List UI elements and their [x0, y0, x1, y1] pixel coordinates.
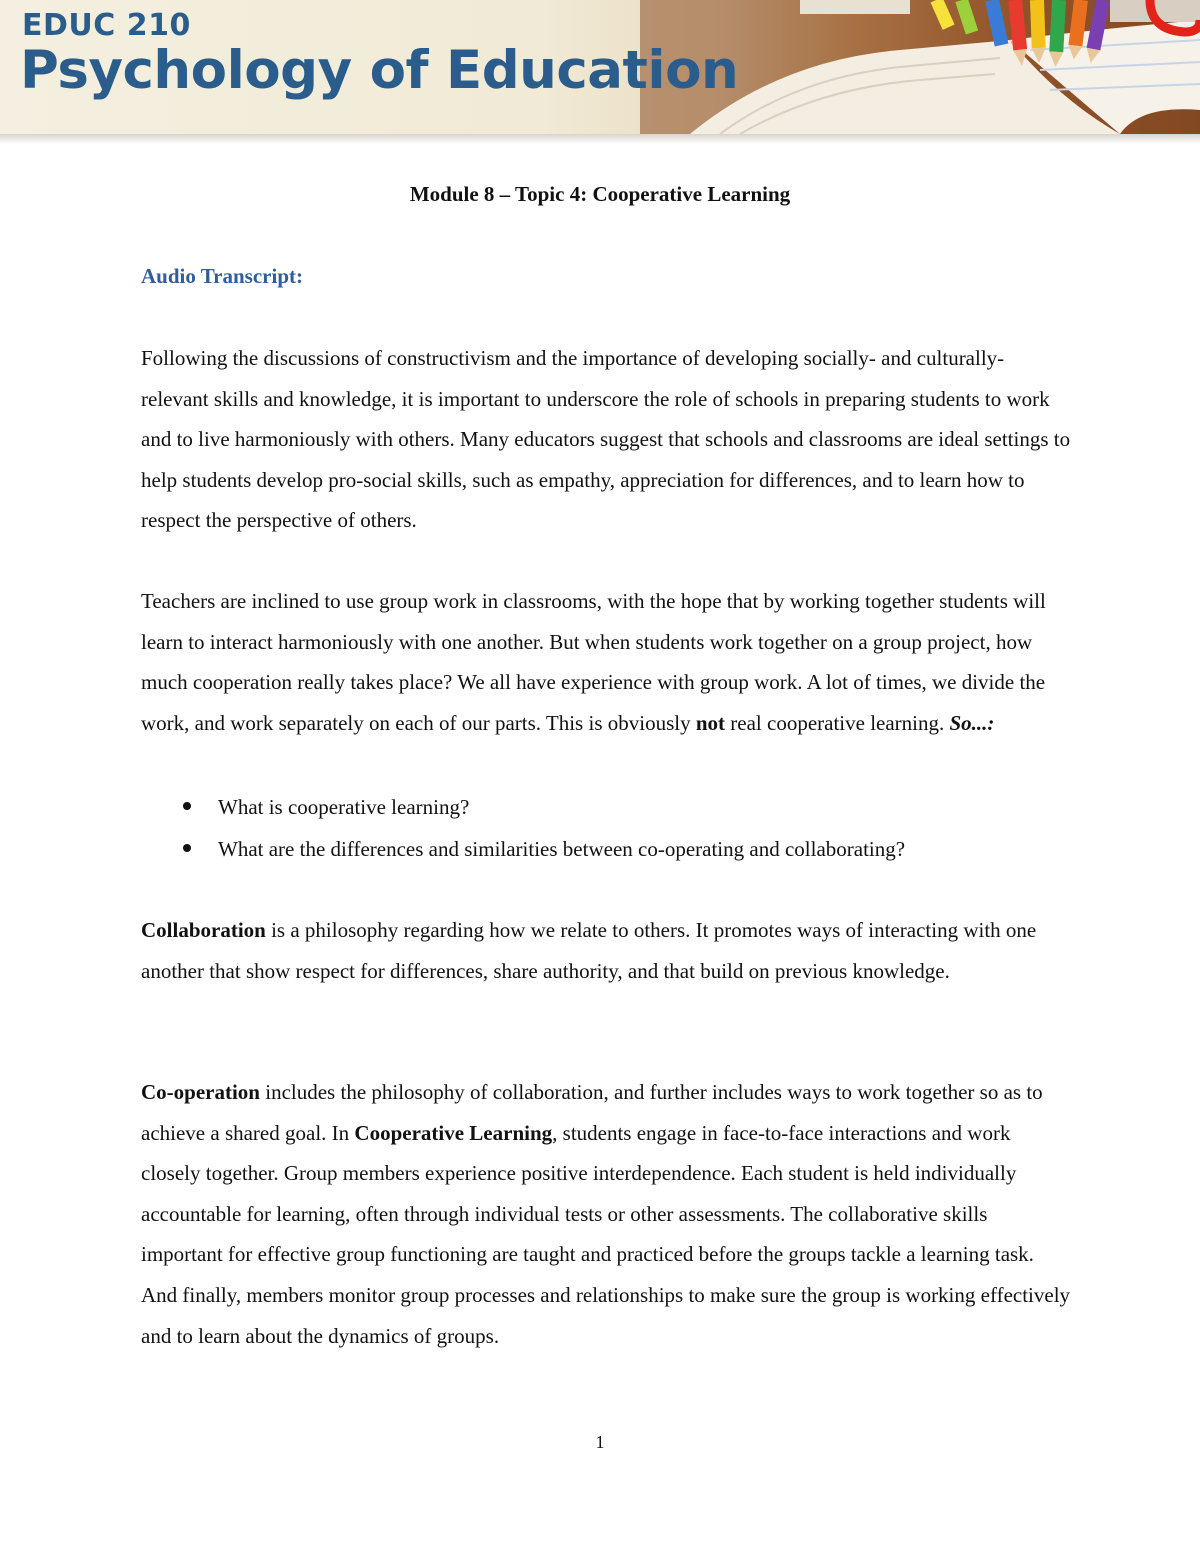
term-cooperative-learning: Cooperative Learning [354, 1120, 553, 1145]
paragraph-cooperation-text-2: , students engage in face-to-face interactions and work closely together. Group members experience positive interdependence. Each student is held individually accountable for learning, often through individual tests or other assessments. The collaborative skills important for effective group functioning are taught and practiced before the groups tackle a learning task. And finally, members monitor group processes and relationships to make sure the group is working effectively and to learn about the dynamics of groups. [141, 1120, 1071, 1348]
header-banner [0, 0, 1200, 134]
paragraph-group-work [141, 581, 1071, 743]
page-title: Module 8 – Topic 4: Cooperative Learning [409, 182, 791, 206]
emphasis-not: not [695, 710, 726, 735]
list-item-text: What are the differences and similarities between co-operating and collaborating? [218, 837, 906, 861]
bullet-icon [183, 844, 191, 852]
paragraph-collaboration [141, 910, 1071, 991]
section-heading: Audio Transcript: [141, 264, 303, 288]
course-title: Psychology of Education [20, 40, 739, 101]
question-list [141, 786, 1071, 870]
emphasis-so: So...: [949, 710, 995, 735]
paragraph-group-work-text: Teachers are inclined to use group work in classrooms, with the hope that by working together students will learn to interact harmoniously with one another. But when students work together on a group project, how much cooperation really takes place? We all have experience with group work. A lot of times, we divide the work, and work separately on each of our parts. This is obviously [141, 589, 1046, 735]
paragraph-collaboration-text: is a philosophy regarding how we relate to others. It promotes ways of interacting with one another that show respect for differences, share authority, and that build on previous knowledge. [141, 918, 1037, 983]
list-item-text: What is cooperative learning? [218, 795, 470, 819]
paragraph-cooperation [141, 1072, 1071, 1356]
banner-divider [0, 134, 1200, 144]
paragraph-group-work-text-2: real cooperative learning. [725, 710, 950, 735]
list-item [141, 786, 1071, 828]
page-number: 1 [595, 1432, 605, 1452]
paragraph-intro: Following the discussions of constructivism and the importance of developing socially- and culturally- relevant skills and knowledge, it is important to underscore the role of schools in preparing students to work and to live harmoniously with others. Many educators suggest that schools and classrooms are ideal settings to help students develop pro-social skills, such as empathy, appreciation for differences, and to learn how to respect the perspective of others. [141, 346, 1071, 533]
term-collaboration: Collaboration [141, 918, 266, 942]
list-item [141, 828, 1071, 870]
course-code: EDUC 210 [22, 8, 191, 43]
bullet-icon [183, 802, 191, 810]
paragraph-cooperation-text: includes the philosophy of collaboration, and further includes ways to work together so as to achieve a shared goal. In [141, 1080, 1043, 1145]
term-cooperation: Co-operation [141, 1080, 260, 1104]
